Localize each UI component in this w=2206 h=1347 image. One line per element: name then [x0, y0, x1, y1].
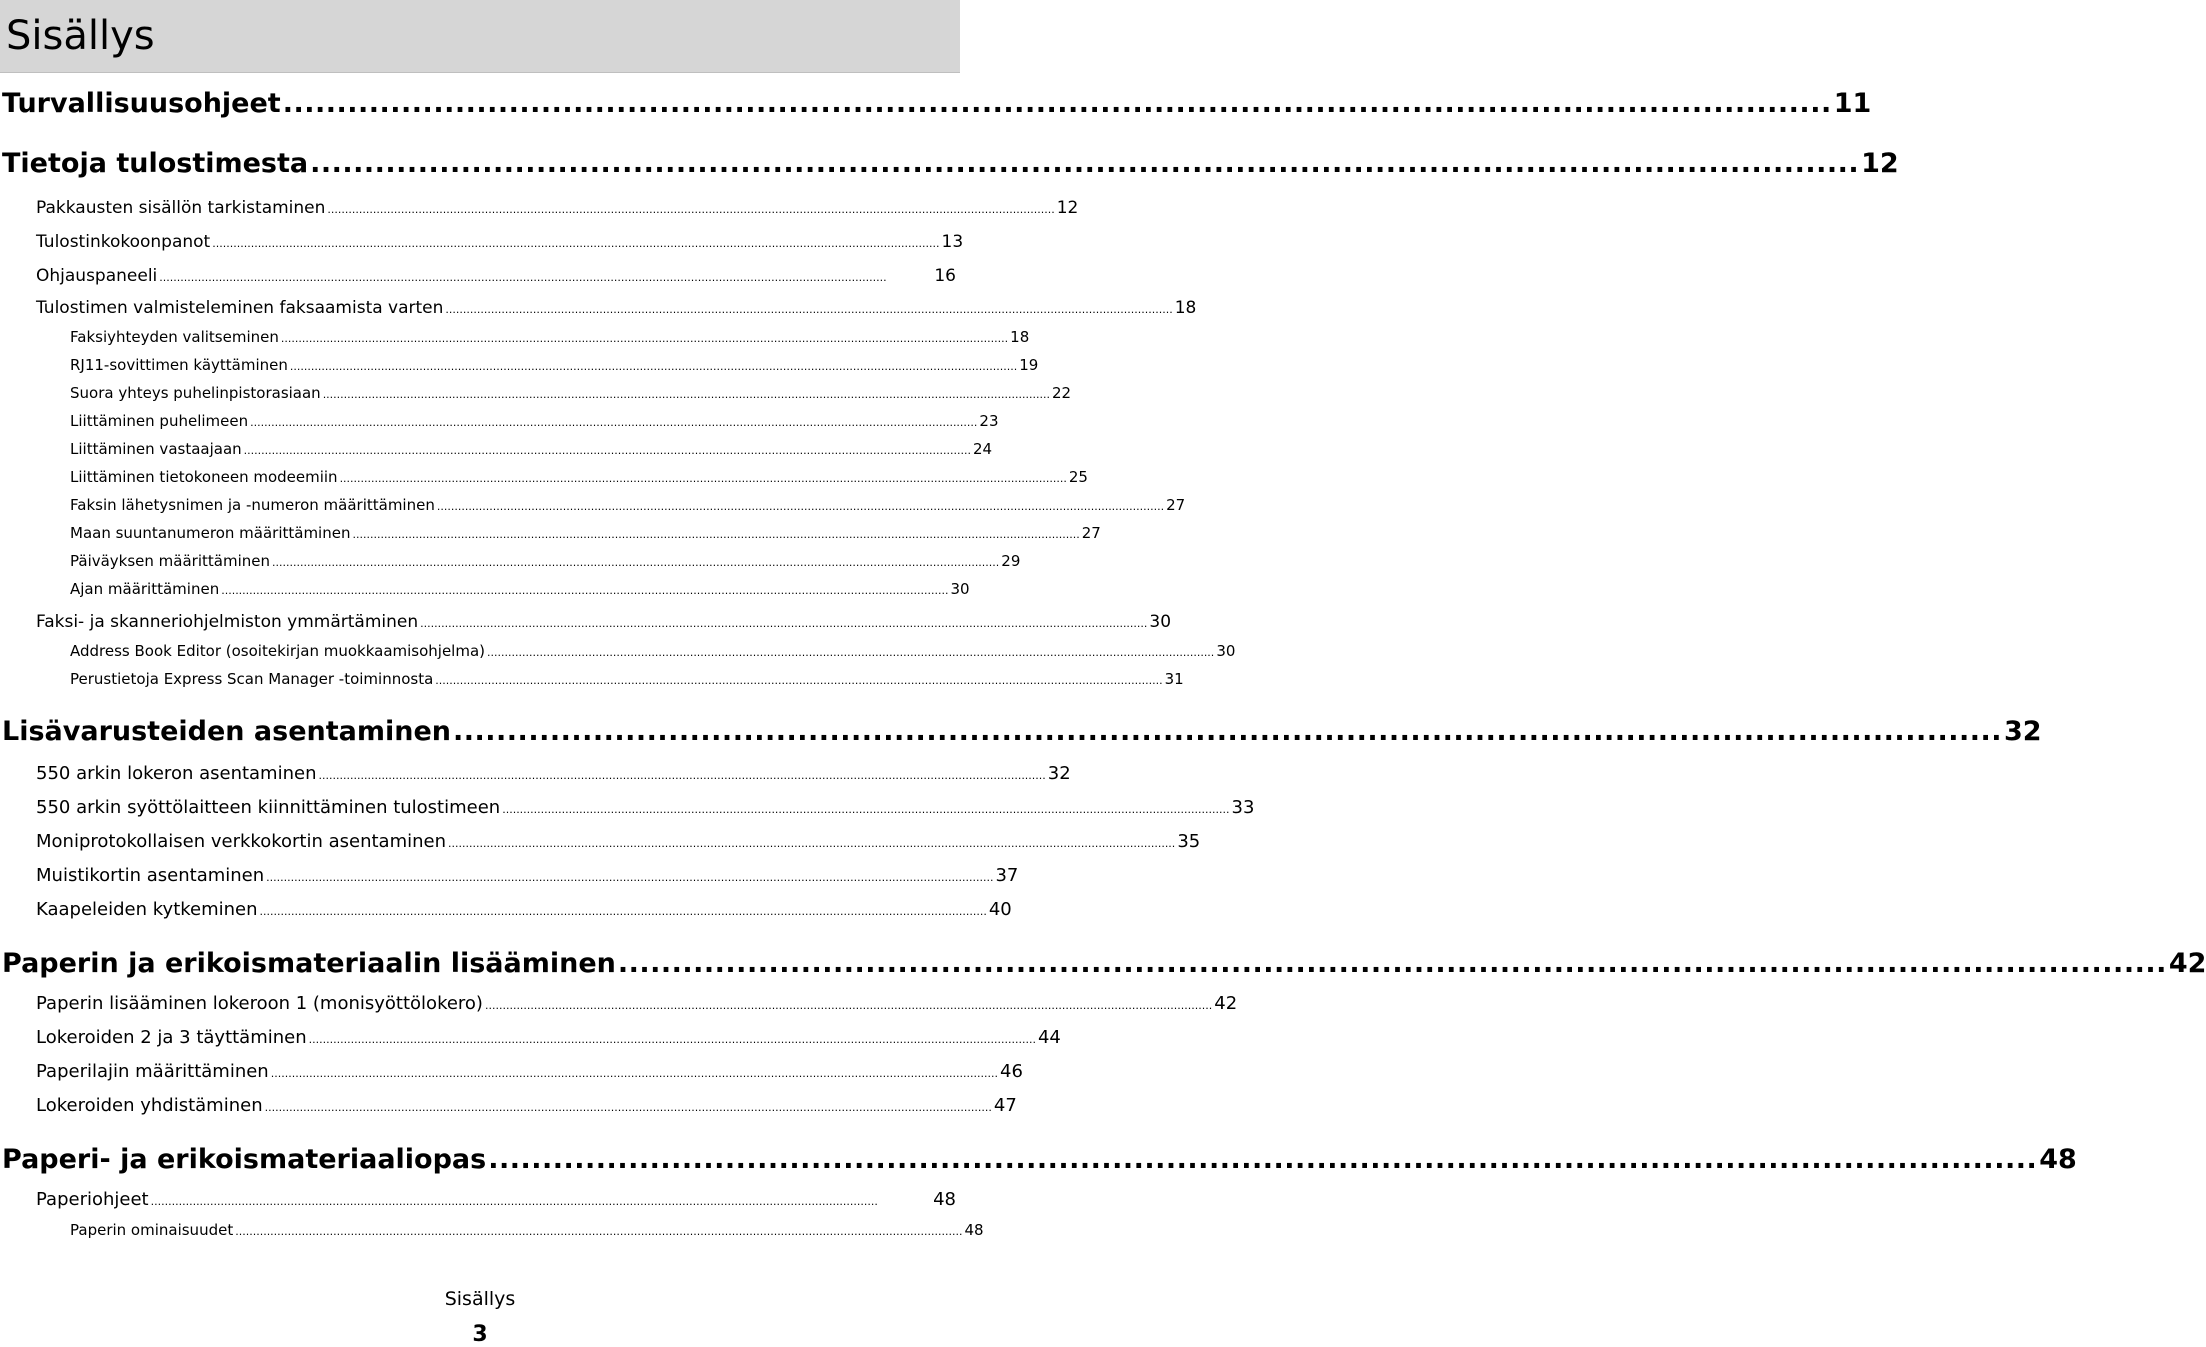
toc-entry[interactable]: [70, 468, 1088, 488]
toc-title: Tulostinkokoonpanot: [36, 232, 211, 252]
toc-title: Paperin ominaisuudet: [70, 1221, 234, 1239]
toc-leader: ................................................................................................................................................................................................................: [487, 646, 1215, 659]
toc-page: 27: [1166, 496, 1186, 514]
toc-entry[interactable]: [70, 440, 993, 460]
toc-page: 12: [1861, 148, 1899, 179]
toc-title: Faksi- ja skanneriohjelmiston ymmärtäminen: [36, 612, 419, 632]
toc-page: 32: [1047, 763, 1071, 784]
toc-page: 18: [1010, 328, 1030, 346]
toc-title: Paperi- ja erikoismateriaaliopas: [2, 1144, 487, 1175]
toc-entry-paperi-ja-erikoismateriaaliopas[interactable]: [2, 1144, 2077, 1176]
toc-title: Paperin ja erikoismateriaalin lisääminen: [2, 948, 616, 979]
toc-title: Lokeroiden yhdistäminen: [36, 1095, 263, 1116]
toc-page: 44: [1037, 1027, 1061, 1048]
toc-entry[interactable]: [70, 356, 1039, 376]
toc-leader: ................................................................................................................................................................................................................: [322, 388, 1050, 401]
toc-page: 13: [941, 232, 964, 252]
toc-entry[interactable]: [70, 412, 999, 432]
toc-entry[interactable]: [70, 496, 1186, 516]
toc-entry[interactable]: [36, 298, 1197, 320]
toc-leader: ................................................................................................................................................................................................................: [221, 584, 949, 597]
toc-leader: ................................................................................................................................................................................................................: [280, 332, 1009, 345]
toc-leader: ................................................................................................................................................................................................................: [272, 556, 1000, 569]
toc-entry[interactable]: [36, 266, 956, 288]
toc-leader: ................................................................................................................................................................................................................: [235, 1225, 963, 1238]
toc-title: Ohjauspaneeli: [36, 266, 158, 286]
toc-page: 23: [979, 412, 999, 430]
toc-leader: ................................................................................................................................................................................................................: [436, 500, 1165, 513]
toc-title: Liittäminen puhelimeen: [70, 412, 249, 430]
toc-leader: ................................................................................................................................................: [617, 948, 2167, 979]
toc-leader: ................................................................................................................................................................................................................: [318, 769, 1046, 782]
toc-entry[interactable]: [36, 1095, 1017, 1118]
toc-title: RJ11-sovittimen käyttäminen: [70, 356, 288, 374]
toc-leader: ................................................................................................................................................................................................................: [250, 416, 978, 429]
toc-title: Suora yhteys puhelinpistorasiaan: [70, 384, 321, 402]
toc-page: 16: [934, 266, 956, 286]
toc-entry-paperin-lisaaminen[interactable]: [2, 948, 2206, 980]
toc-title: Lisävarusteiden asentaminen: [2, 716, 452, 747]
toc-title: Kaapeleiden kytkeminen: [36, 899, 258, 920]
toc-page: 30: [1149, 612, 1172, 632]
toc-page: 46: [1000, 1061, 1023, 1082]
toc-entry-turvallisuusohjeet[interactable]: [2, 88, 1872, 120]
toc-leader: ................................................................................................................................................................................................................: [448, 837, 1176, 850]
toc-title: Päiväyksen määrittäminen: [70, 552, 270, 570]
toc-title: Paperilajin määrittäminen: [36, 1061, 269, 1082]
toc-entry[interactable]: [36, 1190, 956, 1212]
toc-entry[interactable]: [70, 1221, 984, 1241]
header-bar: [0, 0, 960, 73]
toc-page: 12: [1056, 198, 1079, 218]
toc-title: Moniprotokollaisen verkkokortin asentaminen: [36, 831, 447, 852]
toc-page: 42: [2168, 948, 2206, 979]
toc-page: 48: [964, 1221, 984, 1239]
page-title: Sisällys: [6, 13, 155, 59]
toc-leader: ................................................................................................................................................................................................................: [339, 472, 1067, 485]
toc-page: 27: [1081, 524, 1101, 542]
toc-page: 19: [1019, 356, 1039, 374]
toc-leader: ................................................................................................................................................................................................................: [270, 1067, 999, 1080]
toc-page: 24: [972, 440, 993, 458]
toc-leader: ................................................................................................................................................................................................................: [150, 1195, 878, 1208]
toc-entry[interactable]: [36, 763, 1071, 786]
toc-page: 25: [1068, 468, 1088, 486]
footer-page-number: 3: [472, 1322, 488, 1347]
toc-title: Tietoja tulostimesta: [2, 148, 309, 179]
toc-title: Faksiyhteyden valitseminen: [70, 328, 279, 346]
toc-entry[interactable]: [70, 384, 1072, 404]
toc-entry[interactable]: [70, 670, 1184, 690]
toc-page: 29: [1001, 552, 1021, 570]
toc-leader: ................................................................................................................................................................................................................: [484, 999, 1213, 1012]
toc-page: 30: [1216, 642, 1236, 660]
toc-entry[interactable]: [70, 552, 1021, 572]
toc-title: 550 arkin syöttölaitteen kiinnittäminen tulostimeen: [36, 797, 501, 818]
toc-title: Turvallisuusohjeet: [2, 88, 281, 119]
toc-entry[interactable]: [70, 328, 1030, 348]
toc-title: Paperin lisääminen lokeroon 1 (monisyöttölokero): [36, 993, 483, 1014]
toc-page: 37: [995, 865, 1019, 886]
toc-leader: ................................................................................................................................................................................................................: [259, 905, 987, 918]
toc-title: Tulostimen valmisteleminen faksaamista varten: [36, 298, 444, 318]
toc-page: 48: [2039, 1144, 2077, 1175]
toc-title: Paperiohjeet: [36, 1189, 149, 1210]
toc-page: 33: [1231, 797, 1255, 818]
toc-leader: ................................................................................................................................................................................................................: [435, 674, 1163, 687]
toc-entry[interactable]: [36, 831, 1201, 854]
toc-leader: ................................................................................................................................................................................................................: [264, 1101, 992, 1114]
toc-entry[interactable]: [36, 1061, 1023, 1084]
toc-entry[interactable]: [36, 899, 1012, 922]
toc-leader: ................................................................................................................................................: [453, 716, 2002, 747]
toc-entry[interactable]: [36, 232, 964, 254]
toc-entry-lisavarusteiden-asentaminen[interactable]: [2, 716, 2042, 748]
toc-page: 35: [1177, 831, 1201, 852]
toc-leader: ................................................................................................................................................................................................................: [445, 303, 1173, 316]
toc-entry-tietoja-tulostimesta[interactable]: [2, 148, 1899, 180]
toc-title: Maan suuntanumeron määrittäminen: [70, 524, 351, 542]
toc-leader: ................................................................................................................................................: [310, 148, 1860, 179]
toc-entry[interactable]: [36, 797, 1255, 820]
toc-page: 31: [1164, 670, 1184, 688]
toc-leader: ................................................................................................................................................................................................................: [502, 803, 1230, 816]
toc-page: 30: [950, 580, 970, 598]
toc-entry[interactable]: [70, 524, 1101, 544]
toc-page: 22: [1051, 384, 1072, 402]
toc-leader: ................................................................................................................................................................................................................: [159, 271, 887, 284]
toc-page: 11: [1833, 88, 1872, 119]
toc-entry[interactable]: [36, 993, 1238, 1016]
toc-entry[interactable]: [70, 642, 1236, 662]
toc-title: Muistikortin asentaminen: [36, 865, 265, 886]
footer-section-label: Sisällys: [444, 1288, 516, 1310]
toc-title: 550 arkin lokeron asentaminen: [36, 763, 317, 784]
toc-entry[interactable]: [36, 198, 1079, 220]
toc-title: Perustietoja Express Scan Manager -toiminnosta: [70, 670, 434, 688]
toc-leader: ................................................................................................................................................................................................................: [266, 871, 994, 884]
toc-leader: ................................................................................................................................................................................................................: [420, 617, 1148, 630]
toc-leader: ................................................................................................................................................................................................................: [308, 1033, 1036, 1046]
toc-entry[interactable]: [36, 865, 1019, 888]
toc-page: 47: [993, 1095, 1017, 1116]
toc-leader: ................................................................................................................................................: [488, 1144, 2038, 1175]
toc-page: 32: [2004, 716, 2042, 747]
toc-leader: ................................................................................................................................................................................................................: [289, 360, 1018, 373]
toc-title: Liittäminen tietokoneen modeemiin: [70, 468, 338, 486]
toc-title: Faksin lähetysnimen ja -numeron määrittäminen: [70, 496, 435, 514]
toc-title: Ajan määrittäminen: [70, 580, 220, 598]
toc-entry[interactable]: [70, 580, 970, 600]
toc-page: 48: [933, 1189, 956, 1210]
toc-leader: ................................................................................................................................................................................................................: [352, 528, 1080, 541]
toc-leader: ................................................................................................................................................: [282, 88, 1832, 119]
toc-entry[interactable]: [36, 612, 1172, 634]
toc-leader: ................................................................................................................................................................................................................: [243, 444, 971, 457]
toc-title: Pakkausten sisällön tarkistaminen: [36, 198, 326, 218]
toc-page: 42: [1214, 993, 1238, 1014]
toc-entry[interactable]: [36, 1027, 1061, 1050]
toc-title: Address Book Editor (osoitekirjan muokkaamisohjelma): [70, 642, 486, 660]
toc-page: 18: [1174, 298, 1197, 318]
toc-title: Liittäminen vastaajaan: [70, 440, 242, 458]
toc-page: 40: [988, 899, 1012, 920]
toc-leader: ................................................................................................................................................................................................................: [212, 237, 940, 250]
toc-leader: ................................................................................................................................................................................................................: [327, 203, 1055, 216]
toc-title: Lokeroiden 2 ja 3 täyttäminen: [36, 1027, 307, 1048]
